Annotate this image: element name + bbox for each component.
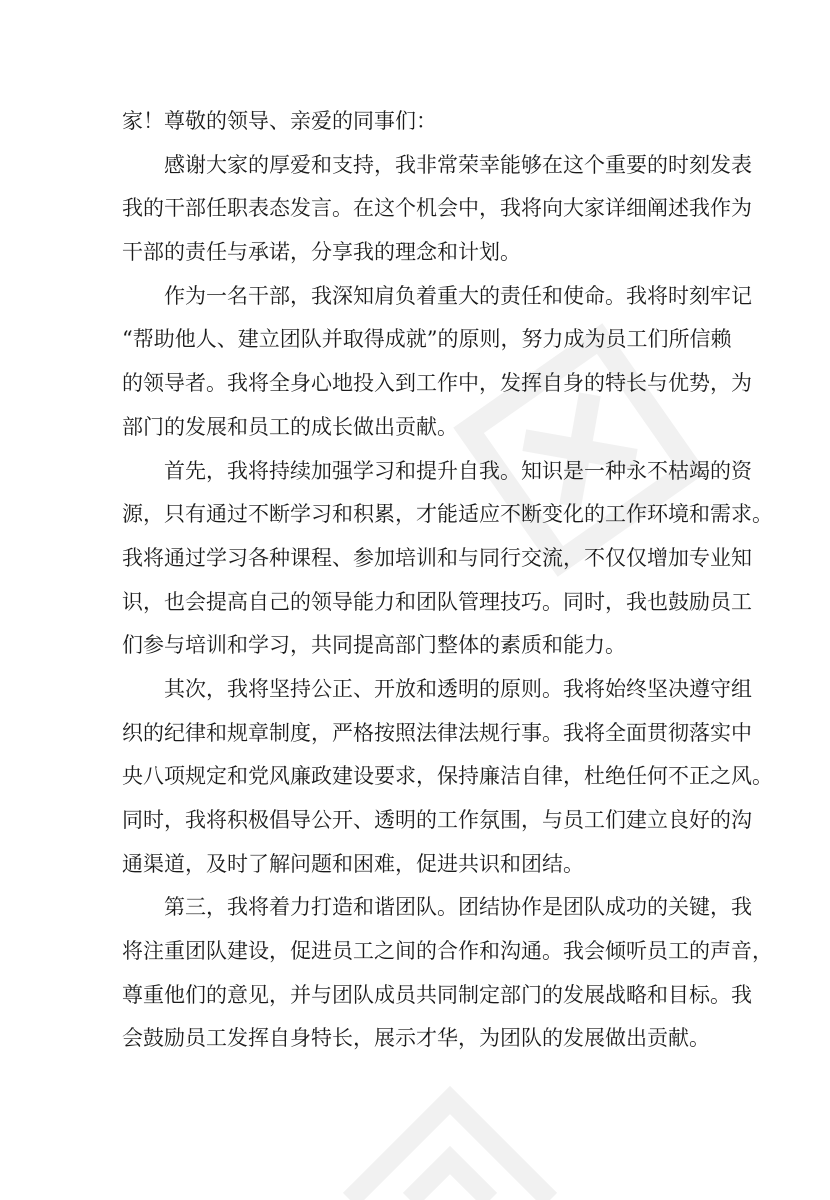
text-line: 部门的发展和员工的成长做出贡献。 <box>122 414 458 439</box>
text-line: 感谢大家的厚爱和支持，我非常荣幸能够在这个重要的时刻发表 <box>164 152 752 177</box>
paragraph <box>122 144 752 275</box>
text-line: 我将通过学习各种课程、参加培训和与同行交流，不仅仅增加专业知 <box>122 545 752 570</box>
text-line: 源，只有通过不断学习和积累，才能适应不断变化的工作环境和需求。 <box>122 502 773 527</box>
document-body <box>122 100 773 1061</box>
text-line: 家！尊敬的领导、亲爱的同事们： <box>122 109 437 133</box>
text-line: 同时，我将积极倡导公开、透明的工作氛围，与员工们建立良好的沟 <box>122 808 752 832</box>
text-line: 会鼓励员工发挥自身特长，展示才华，为团队的发展做出贡献。 <box>122 1026 710 1051</box>
text-line: 第三，我将着力打造和谐团队。团结协作是团队成功的关键，我 <box>164 895 752 920</box>
text-line: 作为一名干部，我深知肩负着重大的责任和使命。我将时刻牢记 <box>164 283 752 308</box>
paragraph <box>122 886 773 1061</box>
text-line: 通渠道，及时了解问题和困难，促进共识和团结。 <box>122 851 584 876</box>
paragraph <box>122 450 773 668</box>
text-line: 识，也会提高自己的领导能力和团队管理技巧。同时，我也鼓励员工 <box>122 589 752 614</box>
text-line: 将注重团队建设，促进员工之间的合作和沟通。我会倾听员工的声音， <box>122 939 773 964</box>
text-line: 其次，我将坚持公正、开放和透明的原则。我将始终坚决遵守组 <box>164 676 752 701</box>
paragraph <box>122 668 773 886</box>
text-line: 们参与培训和学习，共同提高部门整体的素质和能力。 <box>122 633 626 658</box>
text-line: 首先，我将持续加强学习和提升自我。知识是一种永不枯竭的资 <box>164 458 752 483</box>
text-line: “帮助他人、建立团队并取得成就”的原则，努力成为员工们所信赖 <box>122 327 732 352</box>
text-line: 央八项规定和党风廉政建设要求，保持廉洁自律，杜绝任何不正之风。 <box>122 764 773 789</box>
text-line: 织的纪律和规章制度，严格按照法律法规行事。我将全面贯彻落实中 <box>122 720 752 745</box>
text-line: 我的干部任职表态发言。在这个机会中，我将向大家详细阐述我作为 <box>122 196 752 221</box>
text-line: 干部的责任与承诺，分享我的理念和计划。 <box>122 240 521 265</box>
text-line: 尊重他们的意见，并与团队成员共同制定部门的发展战略和目标。我 <box>122 982 752 1007</box>
paragraph <box>122 100 719 144</box>
paragraph <box>122 275 752 450</box>
text-line: 的领导者。我将全身心地投入到工作中，发挥自身的特长与优势，为 <box>122 371 752 396</box>
